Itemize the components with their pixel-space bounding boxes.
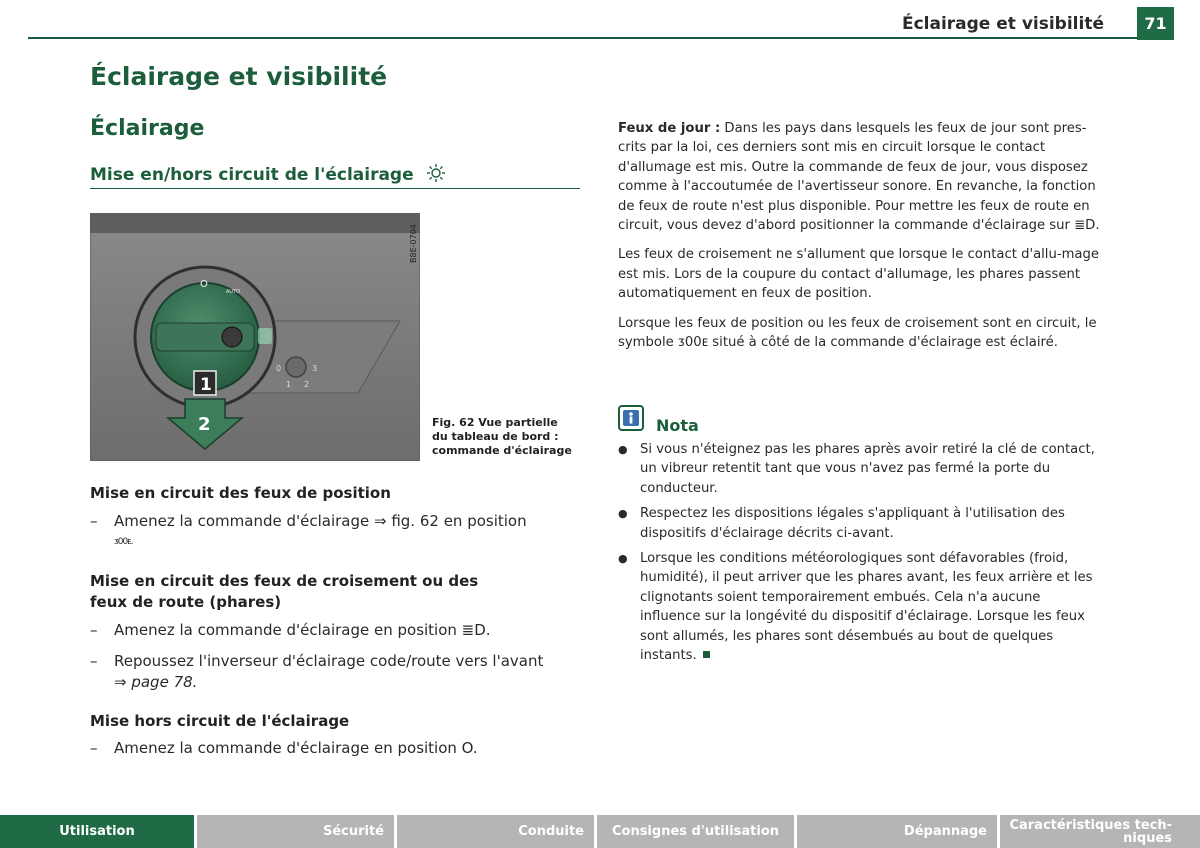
- figure-label-1: 1: [200, 375, 212, 395]
- nav-tab-securite[interactable]: Sécurité: [197, 815, 397, 848]
- step-lights-off-text: Amenez la commande d'éclairage en position O.: [114, 739, 478, 757]
- note-item-2: ● Respectez les dispositions légales s'appliquant à l'utilisation des dispositifs d'éclairage décrits ci-avant.: [618, 504, 1104, 543]
- switch-mark-auto: AUTO: [226, 289, 241, 295]
- light-switch-sun-icon: [426, 163, 446, 183]
- figure-caption-line-3: commande d'éclairage: [432, 444, 572, 457]
- dial-mark-0: 0: [276, 364, 282, 373]
- symbol-paragraph: Lorsque les feux de position ou les feux de croisement sont en circuit, le symbole ᴣ00ᴇ situé à côté de la commande d'éclairage est éclairé.: [618, 315, 1097, 351]
- chapter-navigation: [0, 815, 1200, 848]
- note-item-3: [618, 549, 1104, 665]
- step-lights-off: [90, 738, 580, 759]
- step-low-beam-text: Amenez la commande d'éclairage en position ≣D.: [114, 621, 491, 639]
- chapter-title: Éclairage et visibilité: [90, 62, 388, 91]
- step-high-beam: [90, 651, 580, 693]
- heading-lights-off: Mise hors circuit de l'éclairage: [90, 712, 350, 730]
- nav-tab-caracteristiques-l1: Caractéristiques tech-: [1009, 817, 1172, 833]
- subsection-title: [90, 163, 446, 185]
- figure-caption-line-1: Fig. 62 Vue partielle: [432, 416, 558, 429]
- header-rule: [28, 37, 1138, 39]
- note-item-1: ● Si vous n'éteignez pas les phares après avoir retiré la clé de contact, un vibreur retentit tant que vous n'avez pas fermé la porte du conducteur.: [618, 440, 1104, 498]
- heading-low-high-beam: [90, 571, 478, 613]
- nav-tab-caracteristiques[interactable]: [1000, 815, 1200, 848]
- daytime-lights-paragraph: [618, 119, 1104, 235]
- step-low-beam: [90, 620, 580, 641]
- subsection-title-text: Mise en/hors circuit de l'éclairage: [90, 165, 414, 185]
- page-number: 71: [1137, 7, 1174, 40]
- page-78-reference-link[interactable]: ⇒ page 78.: [114, 673, 198, 691]
- step-high-beam-text: Repoussez l'inverseur d'éclairage code/route vers l'avant: [114, 652, 544, 670]
- daytime-lights-text: Dans les pays dans lesquels les feux de jour sont pres-crits par la loi, ces derniers sont mis en circuit lorsque le contact d'allumage est mis. Outre la commande de feux de jour, vous disposez comme à l'accoutumée de l'avertisseur sonore. En revanche, la fonction de feux de route n'est plus disponible. Pour mettre les feux de route en circuit, vous devez d'abord positionner la commande d'éclairage sur ≣D.: [618, 121, 1100, 234]
- figure-caption: [432, 416, 580, 458]
- figure-caption-line-2: du tableau de bord :: [432, 430, 559, 443]
- step-dash: –: [90, 512, 98, 530]
- figure-code: B8E-0704: [409, 224, 418, 263]
- end-of-section-mark: [703, 651, 710, 658]
- nav-tab-conduite[interactable]: Conduite: [397, 815, 597, 848]
- daytime-lights-label: Feux de jour :: [618, 121, 721, 136]
- dial-mark-1: 1: [286, 380, 292, 389]
- parking-light-symbol: ᴣ00ᴇ.: [114, 537, 133, 547]
- right-column-paragraphs: [618, 119, 1104, 362]
- figure-label-2: 2: [198, 414, 211, 435]
- heading-parking-lights: Mise en circuit des feux de position: [90, 484, 391, 502]
- note-list: [618, 440, 1104, 671]
- heading-low-high-beam-l1: Mise en circuit des feux de croisement ou des: [90, 572, 479, 590]
- heading-low-high-beam-l2: feux de route (phares): [90, 593, 282, 611]
- note-title: Nota: [656, 416, 699, 435]
- subsection-rule: [90, 188, 580, 189]
- nav-tab-consignes[interactable]: Consignes d'utilisation: [597, 815, 797, 848]
- section-title: Éclairage: [90, 116, 205, 141]
- running-title: Éclairage et visibilité: [901, 14, 1104, 34]
- step-parking-lights-text: Amenez la commande d'éclairage ⇒ fig. 62 en position: [114, 512, 527, 530]
- step-parking-lights: [90, 511, 580, 553]
- dial-mark-3: 3: [312, 364, 318, 373]
- dial-mark-2: 2: [304, 380, 310, 389]
- headlight-range-dial[interactable]: [286, 357, 306, 377]
- switch-mark-off: O: [200, 279, 208, 290]
- step-dash: –: [90, 621, 98, 639]
- nav-tab-caracteristiques-l2: niques: [1123, 830, 1172, 846]
- nav-tab-utilisation[interactable]: Utilisation: [0, 815, 197, 848]
- note-item-3-text: Lorsque les conditions météorologiques sont défavorables (froid, humidité), il peut arriver que les phares avant, les feux arrière et les clignotants soient temporairement embués. Cela n'a aucune influence sur la longévité du dispositif d'éclairage. Lorsque les feux sont allumés, les phares sont désembués au bout de quelques instants.: [640, 551, 1093, 664]
- dashboard-light-switch-figure: [90, 213, 420, 461]
- step-dash: –: [90, 652, 98, 670]
- nav-tab-depannage[interactable]: Dépannage: [797, 815, 1000, 848]
- step-dash: –: [90, 739, 98, 757]
- low-beam-paragraph: Les feux de croisement ne s'allument que lorsque le contact d'allu-mage est mis. Lors de la coupure du contact d'allumage, les phares passent automatiquement en feux de position.: [618, 247, 1100, 302]
- info-icon: [618, 405, 644, 431]
